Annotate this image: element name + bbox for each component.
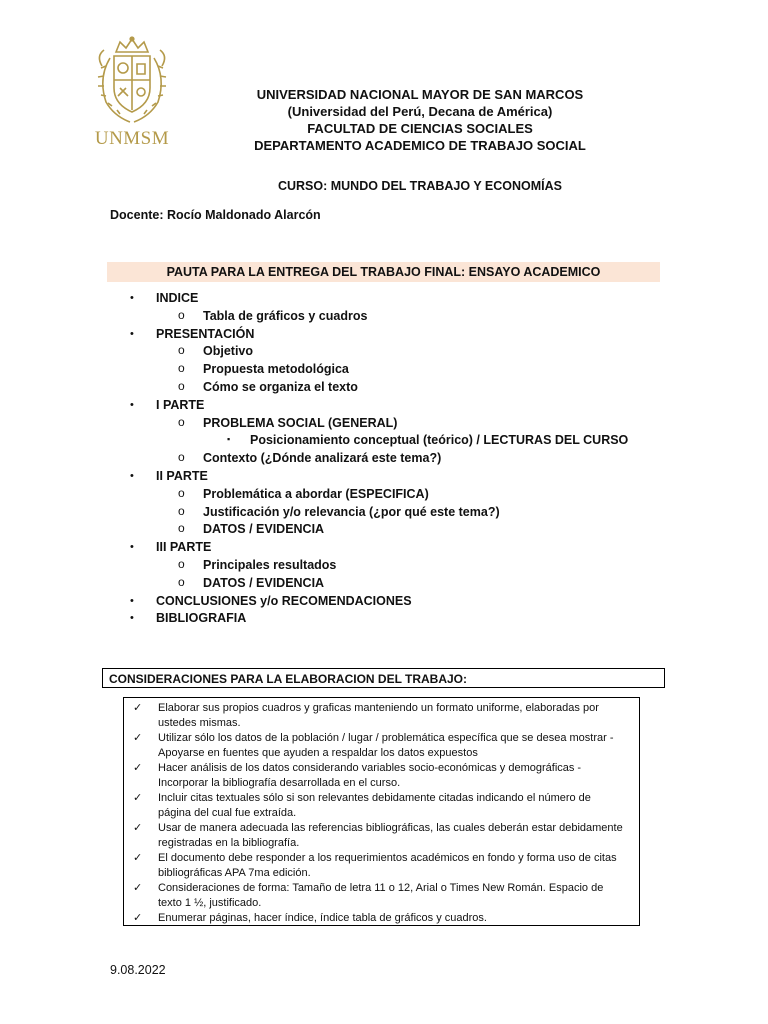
- outline-item: [0, 611, 768, 629]
- checklist-item-line: El documento debe responder a los requerimientos académicos en fondo y forma uso de citas: [158, 852, 617, 864]
- document-date: 9.08.2022: [110, 963, 166, 977]
- checklist-item-line: Incluir citas textuales sólo si son relevantes debidamente citadas indicando el número de: [158, 792, 591, 804]
- outline-item-text: Objetivo: [203, 344, 254, 359]
- checkmark-icon: ✓: [133, 882, 143, 894]
- outline-item-text: III PARTE: [156, 540, 212, 555]
- circle-bullet-icon: o: [178, 485, 185, 500]
- checklist-item: [130, 881, 633, 911]
- checklist-item-line: Enumerar páginas, hacer índice, índice tabla de gráficos y cuadros.: [158, 912, 487, 924]
- circle-bullet-icon: o: [178, 503, 185, 518]
- checkmark-icon: ✓: [133, 792, 143, 804]
- checklist-item-line: Consideraciones de forma: Tamaño de letra 11 o 12, Arial o Times New Román. Espacio de: [158, 882, 604, 894]
- checklist-item-line: Utilizar sólo los datos de la población / lugar / problemática específica que se desea mostrar -: [158, 732, 614, 744]
- instructor-name: Docente: Rocío Maldonado Alarcón: [110, 208, 321, 222]
- outline-item-text: II PARTE: [156, 468, 208, 483]
- outline-item: [0, 487, 768, 505]
- bullet-icon: •: [130, 612, 134, 625]
- outline-item: [0, 380, 768, 398]
- outline-item: [0, 505, 768, 523]
- outline-item-text: Problemática a abordar (ESPECIFICA): [203, 486, 429, 501]
- considerations-title: CONSIDERACIONES PARA LA ELABORACION DEL TRABAJO:: [102, 668, 665, 688]
- university-header: [200, 86, 640, 154]
- circle-bullet-icon: o: [178, 343, 185, 358]
- circle-bullet-icon: o: [178, 307, 185, 322]
- checklist-item-line: bibliográficas APA 7ma edición.: [158, 867, 311, 879]
- outline-item-text: Tabla de gráficos y cuadros: [203, 308, 368, 323]
- outline-item: [0, 416, 768, 434]
- bullet-icon: •: [130, 541, 134, 554]
- course-title: CURSO: MUNDO DEL TRABAJO Y ECONOMÍAS: [277, 179, 563, 193]
- outline-item-text: Posicionamiento conceptual (teórico) / LECTURAS DEL CURSO: [250, 433, 629, 448]
- outline-item: [0, 522, 768, 540]
- outline-item-text: Principales resultados: [203, 557, 337, 572]
- outline-item: [0, 309, 768, 327]
- outline-item-text: BIBLIOGRAFIA: [156, 611, 247, 626]
- considerations-checklist: [123, 697, 640, 926]
- checklist-item: [130, 701, 633, 731]
- checkmark-icon: ✓: [133, 762, 143, 774]
- university-name: UNIVERSIDAD NACIONAL MAYOR DE SAN MARCOS: [256, 87, 584, 102]
- outline-item: [0, 398, 768, 416]
- bullet-icon: •: [130, 594, 134, 607]
- outline-item: [0, 451, 768, 469]
- circle-bullet-icon: o: [178, 521, 185, 536]
- outline-item: [0, 362, 768, 380]
- checklist-item: [130, 731, 633, 761]
- faculty-name: FACULTAD DE CIENCIAS SOCIALES: [307, 121, 533, 136]
- crest-icon: [92, 36, 172, 128]
- checklist-item-line: registradas en la bibliografía.: [158, 837, 300, 849]
- bullet-icon: •: [130, 469, 134, 482]
- circle-bullet-icon: o: [178, 414, 185, 429]
- checklist-item: [130, 911, 633, 926]
- department-name: DEPARTAMENTO ACADEMICO DE TRABAJO SOCIAL: [254, 138, 586, 153]
- checkmark-icon: ✓: [133, 912, 143, 924]
- outline-item-text: DATOS / EVIDENCIA: [203, 575, 325, 590]
- checklist-item-line: texto 1 ½, justificado.: [158, 897, 262, 909]
- checklist-item-line: Elaborar sus propios cuadros y graficas manteniendo un formato uniforme, elaboradas por: [158, 702, 599, 714]
- circle-bullet-icon: o: [178, 556, 185, 571]
- outline-item-text: Propuesta metodológica: [203, 362, 349, 377]
- outline-item-text: INDICE: [156, 291, 199, 305]
- university-subtitle: (Universidad del Perú, Decana de América): [287, 104, 553, 119]
- outline-item-text: I PARTE: [156, 397, 205, 412]
- outline-item-text: DATOS / EVIDENCIA: [203, 522, 325, 537]
- checklist-item-line: Usar de manera adecuada las referencias bibliográficas, las cuales deberán estar debidamente: [158, 822, 623, 834]
- guideline-banner: PAUTA PARA LA ENTREGA DEL TRABAJO FINAL: ENSAYO ACADEMICO: [107, 262, 660, 282]
- checkmark-icon: ✓: [133, 822, 143, 834]
- checklist-item: [130, 791, 633, 821]
- outline-item-text: Contexto (¿Dónde analizará este tema?): [203, 451, 442, 466]
- outline-item: [0, 344, 768, 362]
- outline-item-text: Justificación y/o relevancia (¿por qué este tema?): [203, 504, 500, 519]
- outline-item: [0, 594, 768, 612]
- outline-item: [0, 433, 768, 451]
- checklist-item: [130, 851, 633, 881]
- circle-bullet-icon: o: [178, 574, 185, 589]
- checklist-item: [130, 821, 633, 851]
- outline-item-text: PRESENTACIÓN: [156, 326, 255, 341]
- circle-bullet-icon: o: [178, 378, 185, 393]
- circle-bullet-icon: o: [178, 361, 185, 376]
- checklist-item-line: ustedes mismas.: [158, 717, 241, 729]
- outline-item-text: Cómo se organiza el texto: [203, 379, 358, 394]
- outline-item: [0, 576, 768, 594]
- checklist-item-line: Hacer análisis de los datos considerando variables socio-económicas y demográficas -: [158, 762, 582, 774]
- bullet-icon: •: [130, 327, 134, 340]
- outline-item: [0, 540, 768, 558]
- outline-item-text: PROBLEMA SOCIAL (GENERAL): [203, 415, 398, 430]
- university-logo: [88, 36, 176, 150]
- outline-item: [0, 291, 768, 309]
- outline-item-text: CONCLUSIONES y/o RECOMENDACIONES: [156, 593, 412, 608]
- outline-item: [0, 558, 768, 576]
- checklist-item-line: Apoyarse en fuentes que ayuden a respaldar los datos expuestos: [158, 747, 478, 759]
- checkmark-icon: ✓: [133, 852, 143, 864]
- checkmark-icon: ✓: [133, 732, 143, 744]
- bullet-icon: •: [130, 292, 134, 304]
- checklist-item-line: página del cual fue extraída.: [158, 807, 297, 819]
- outline-item: [0, 469, 768, 487]
- checklist-item: [130, 761, 633, 791]
- logo-wordmark: UNMSM: [94, 128, 170, 149]
- checkmark-icon: ✓: [133, 702, 143, 714]
- bullet-icon: •: [130, 398, 134, 411]
- checklist-item-line: Incorporar la bibliografía desarrollada en el curso.: [158, 777, 401, 789]
- circle-bullet-icon: o: [178, 450, 185, 465]
- square-bullet-icon: ▪: [227, 434, 231, 445]
- outline-list: [0, 291, 768, 629]
- outline-item: [0, 327, 768, 345]
